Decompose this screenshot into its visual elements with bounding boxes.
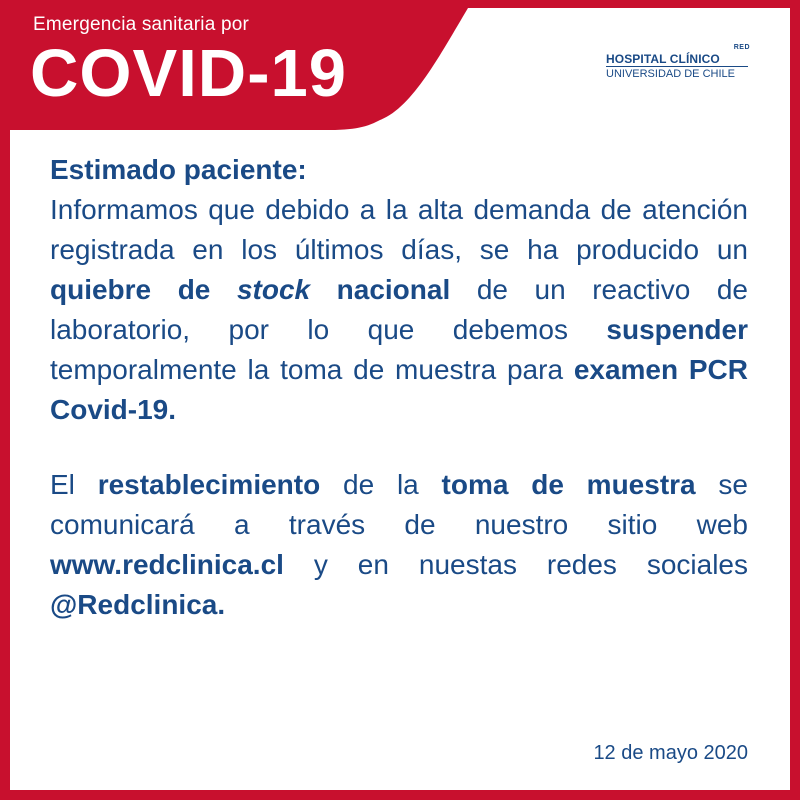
message-body — [50, 150, 748, 625]
header-title: COVID-19 — [30, 36, 348, 111]
publication-date: 12 de mayo 2020 — [593, 742, 748, 764]
paragraph-restoration: El restablecimiento de la toma de muestra se comunicará a través de nuestro sitio web www.redclinica.cl y en nuestas redes sociales @Redclinica. — [50, 469, 748, 620]
website-link[interactable]: www.redclinica.cl — [50, 549, 284, 580]
logo-red-label: RED — [733, 44, 750, 51]
logo-university: UNIVERSIDAD DE CHILE — [606, 68, 735, 80]
social-handle[interactable]: @Redclinica. — [50, 589, 226, 620]
greeting: Estimado paciente: — [50, 154, 307, 185]
logo-hospital-name: HOSPITAL CLÍNICO — [606, 52, 720, 66]
paragraph-suspension: Informamos que debido a la alta demanda de atención registrada en los últimos días, se ha producido un quiebre de stock nacional de un reactivo de laboratorio, por lo que debemos suspender temporalmente la toma de muestra para examen PCR Covid-19. — [50, 194, 748, 425]
header-subtitle: Emergencia sanitaria por — [33, 14, 250, 35]
paragraph-gap — [50, 430, 748, 465]
logo-divider — [606, 66, 748, 67]
